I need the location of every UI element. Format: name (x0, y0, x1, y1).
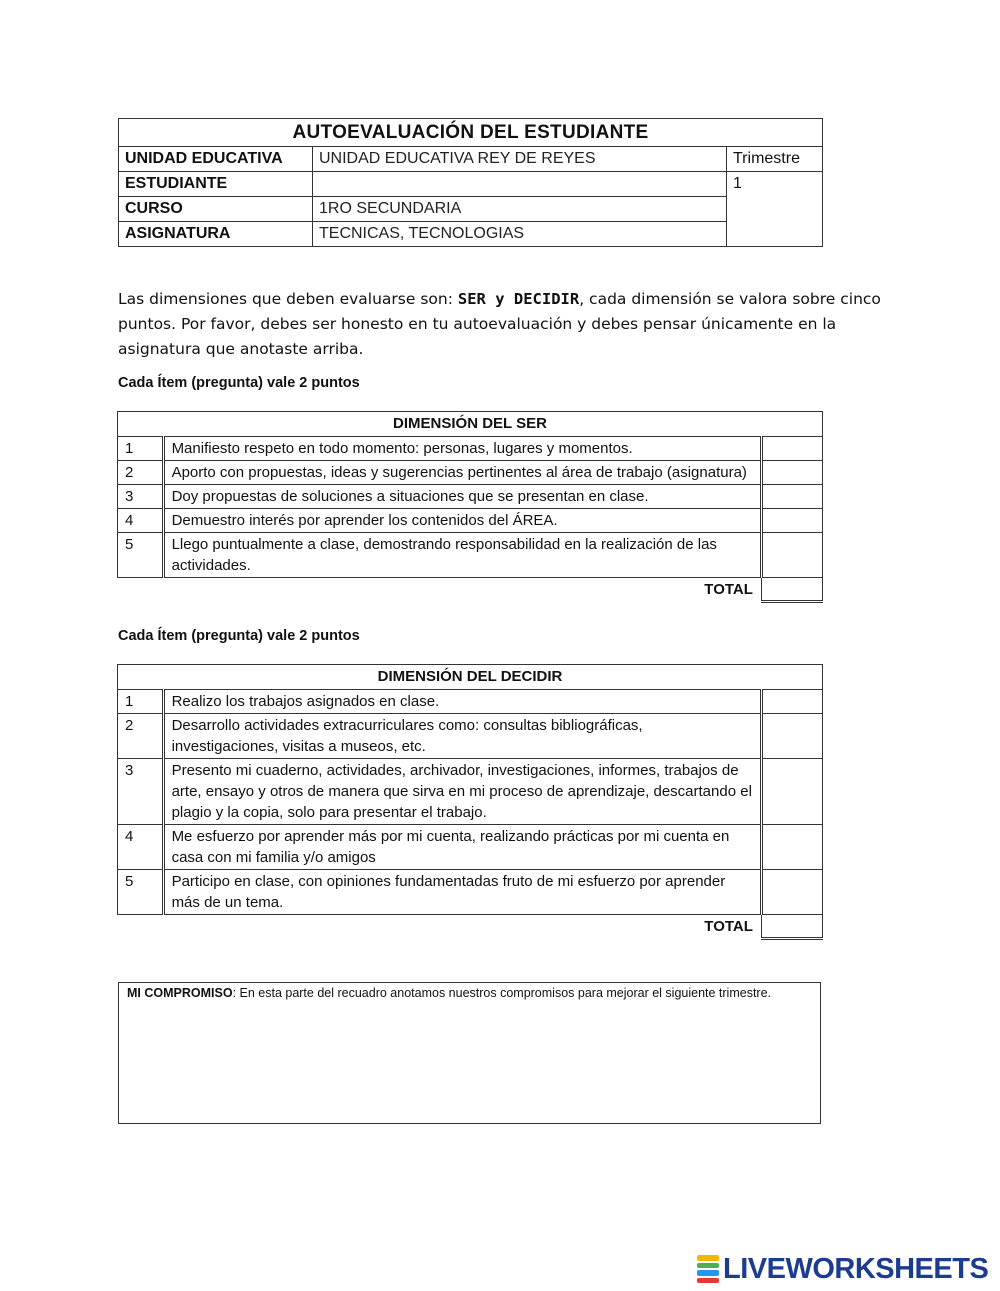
value-asignatura: TECNICAS, TECNOLOGIAS (313, 222, 727, 247)
ser-table (117, 411, 823, 603)
item-text: Manifiesto respeto en todo momento: personas, lugares y momentos. (163, 437, 761, 461)
table-row (118, 759, 823, 825)
decidir-table (117, 664, 823, 940)
table-row (118, 825, 823, 870)
ser-total-label: TOTAL (704, 581, 753, 598)
decidir-total-label: TOTAL (704, 918, 753, 935)
table-row (118, 485, 823, 509)
item-text: Doy propuestas de soluciones a situaciones que se presentan en clase. (163, 485, 761, 509)
item-number: 5 (118, 870, 164, 915)
item-number: 4 (118, 509, 164, 533)
intro-paragraph (118, 287, 888, 362)
item-text: Desarrollo actividades extracurriculares como: consultas bibliográficas, investigaciones, visitas a museos, etc. (163, 714, 761, 759)
label-estudiante: ESTUDIANTE (119, 172, 313, 197)
score-box[interactable] (761, 759, 822, 825)
score-box[interactable] (761, 825, 822, 870)
table-row (118, 461, 823, 485)
item-number: 2 (118, 714, 164, 759)
item-text: Participo en clase, con opiniones fundamentadas fruto de mi esfuerzo por aprender más de un tema. (163, 870, 761, 915)
score-box[interactable] (761, 509, 822, 533)
score-box[interactable] (761, 690, 822, 714)
table-row (118, 870, 823, 915)
logo-text: LIVEWORKSHEETS (723, 1252, 989, 1285)
label-asignatura: ASIGNATURA (119, 222, 313, 247)
item-text: Demuestro interés por aprender los contenidos del ÁREA. (163, 509, 761, 533)
label-curso: CURSO (119, 197, 313, 222)
item-number: 4 (118, 825, 164, 870)
label-unidad-educativa: UNIDAD EDUCATIVA (119, 147, 313, 172)
intro-emphasis: SER y DECIDIR (457, 290, 580, 308)
table-row (118, 690, 823, 714)
item-text: Realizo los trabajos asignados en clase. (163, 690, 761, 714)
score-box[interactable] (761, 533, 822, 578)
score-box[interactable] (761, 714, 822, 759)
compromiso-box[interactable] (118, 982, 821, 1124)
item-number: 1 (118, 437, 164, 461)
score-box[interactable] (761, 461, 822, 485)
score-box[interactable] (761, 437, 822, 461)
value-unidad-educativa: UNIDAD EDUCATIVA REY DE REYES (313, 147, 727, 172)
item-number: 2 (118, 461, 164, 485)
compromiso-label: MI COMPROMISO (127, 986, 233, 1000)
value-estudiante[interactable] (313, 172, 727, 197)
item-number: 1 (118, 690, 164, 714)
page-title: AUTOEVALUACIÓN DEL ESTUDIANTE (119, 119, 823, 147)
compromiso-text: : En esta parte del recuadro anotamos nuestros compromisos para mejorar el siguiente trimestre. (232, 986, 772, 1000)
intro-text-1: Las dimensiones que deben evaluarse son: (118, 290, 458, 308)
points-note: Cada Ítem (pregunta) vale 2 puntos (118, 375, 360, 391)
table-row (118, 533, 823, 578)
score-box[interactable] (761, 485, 822, 509)
item-text: Llego puntualmente a clase, demostrando responsabilidad en la realización de las actividades. (163, 533, 761, 578)
ser-total-box[interactable] (761, 578, 822, 602)
trimestre-value: 1 (727, 172, 823, 247)
item-text: Presento mi cuaderno, actividades, archivador, investigaciones, informes, trabajos de arte, ensayo y otros de manera que sirva en mi proceso de aprendizaje, descartando el plagio y la copia, solo para presentar el trabajo. (163, 759, 761, 825)
header-table (118, 118, 823, 247)
decidir-heading: DIMENSIÓN DEL DECIDIR (118, 665, 823, 690)
table-row (118, 437, 823, 461)
liveworksheets-logo (697, 1253, 988, 1285)
table-row (118, 509, 823, 533)
item-number: 5 (118, 533, 164, 578)
trimestre-label: Trimestre (727, 147, 823, 172)
decidir-total-box[interactable] (761, 915, 822, 939)
liveworksheets-logo-icon (697, 1255, 719, 1283)
item-number: 3 (118, 485, 164, 509)
intro-text-2: , cada dimensión se valora sobre cinco puntos. Por favor, debes ser honesto en tu autoevaluación y debes pensar únicamente en la asignatura que anotaste arriba. (118, 290, 881, 358)
table-row (118, 714, 823, 759)
score-box[interactable] (761, 870, 822, 915)
item-text: Me esfuerzo por aprender más por mi cuenta, realizando prácticas por mi cuenta en casa con mi familia y/o amigos (163, 825, 761, 870)
value-curso: 1RO SECUNDARIA (313, 197, 727, 222)
item-number: 3 (118, 759, 164, 825)
item-text: Aporto con propuestas, ideas y sugerencias pertinentes al área de trabajo (asignatura) (163, 461, 761, 485)
ser-heading: DIMENSIÓN DEL SER (118, 412, 823, 437)
points-note-2: Cada Ítem (pregunta) vale 2 puntos (118, 628, 360, 644)
